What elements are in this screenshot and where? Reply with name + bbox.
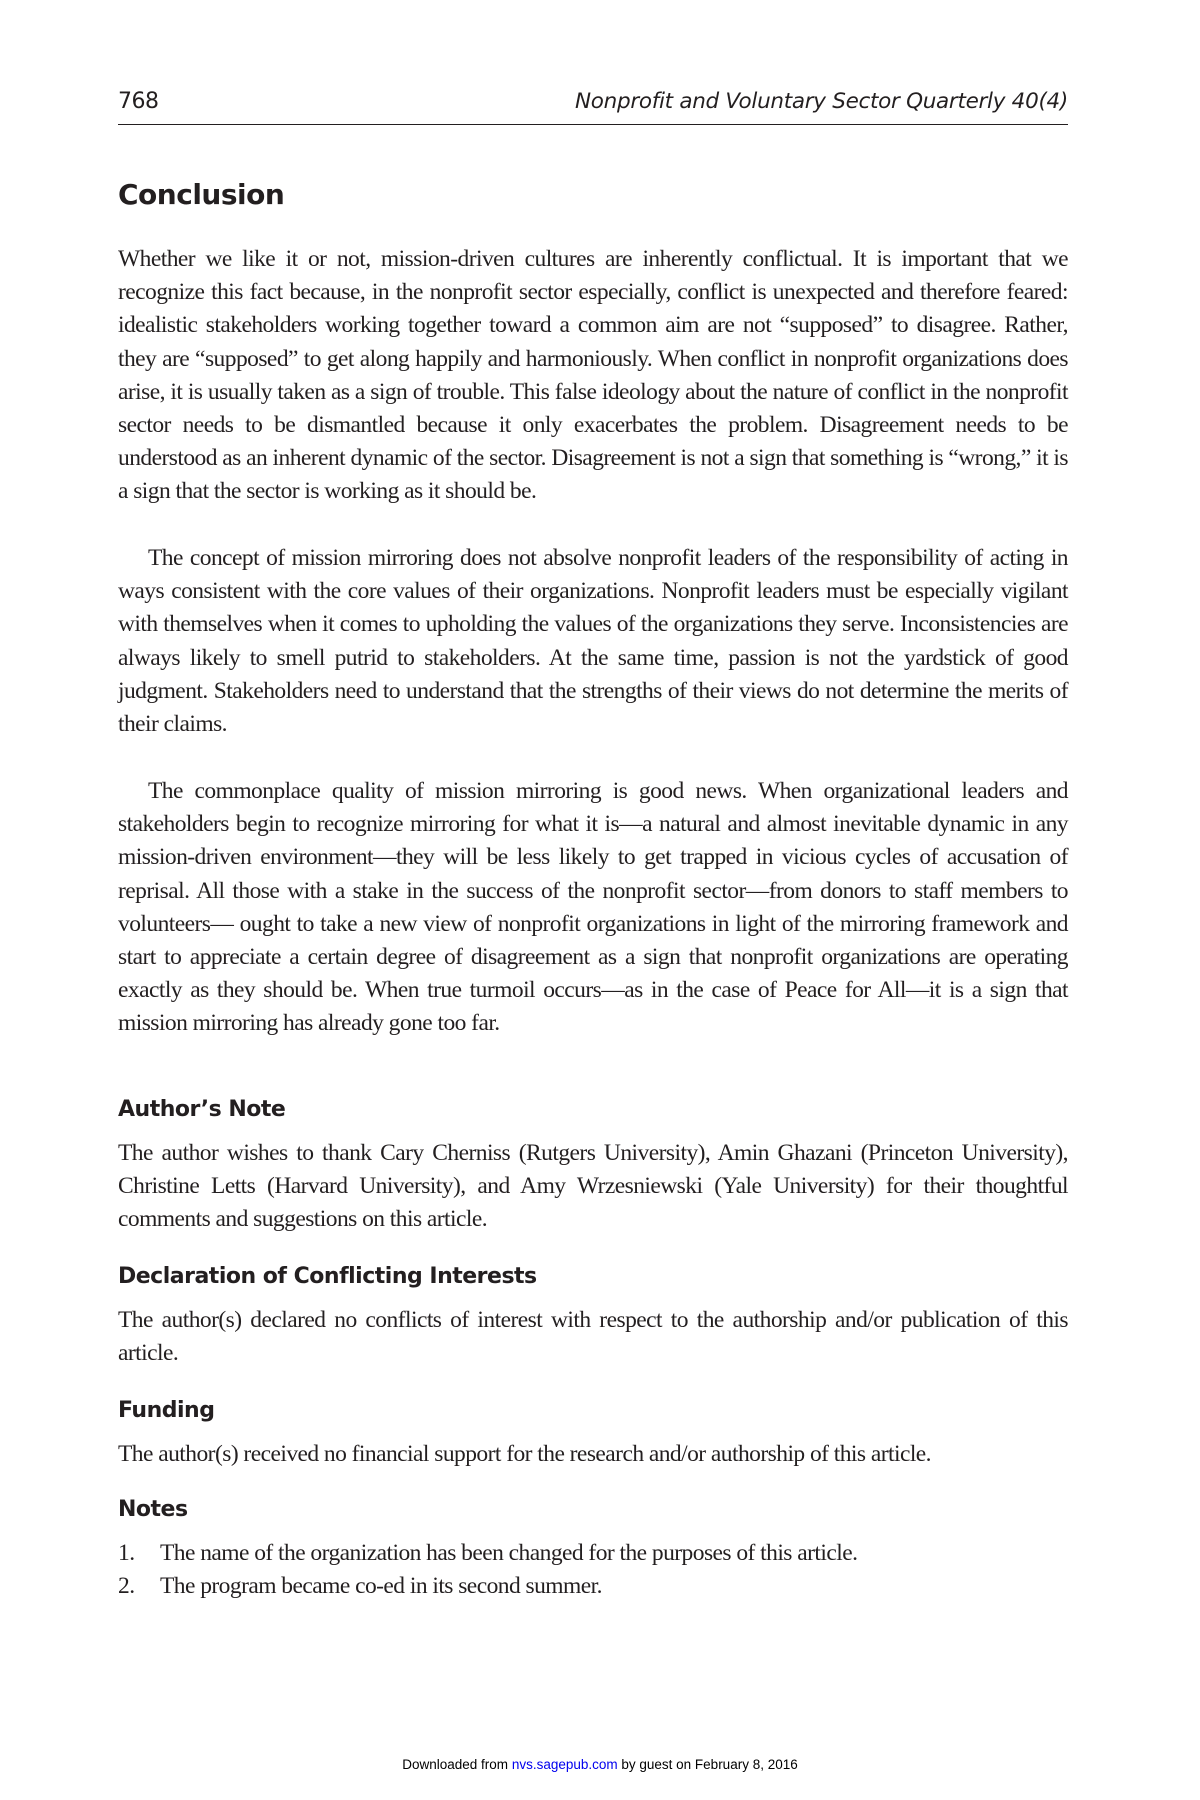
section-heading-conflicting-interests: Declaration of Conflicting Interests — [118, 1264, 537, 1289]
footer-prefix: Downloaded from — [402, 1757, 512, 1772]
section-heading-notes: Notes — [118, 1497, 188, 1522]
journal-title: Nonprofit and Voluntary Sector Quarterly 40(4) — [575, 89, 1068, 114]
authors-note-text: The author wishes to thank Cary Cherniss (Rutgers University), Amin Ghazani (Princeton University), Christine Letts (Harvard University), and Amy Wrzesniewski (Yale University) for their thoughtful comments and suggestions on this article. — [118, 1140, 1068, 1233]
section-heading-authors-note: Author’s Note — [118, 1097, 286, 1122]
note-text: The name of the organization has been changed for the purposes of this article. — [160, 1540, 858, 1566]
footer-suffix: by guest on February 8, 2016 — [617, 1757, 798, 1772]
note-number: 2. — [118, 1573, 135, 1600]
section-heading-conclusion: Conclusion — [118, 178, 285, 211]
note-item — [118, 1570, 1068, 1603]
running-header — [118, 88, 1068, 125]
funding-text: The author(s) received no financial support for the research and/or authorship of this article. — [118, 1441, 932, 1467]
page-number: 768 — [118, 89, 159, 114]
note-text: The program became co-ed in its second summer. — [160, 1573, 602, 1600]
conflicting-interests-text: The author(s) declared no conflicts of interest with respect to the authorship and/or publication of this article. — [118, 1307, 1068, 1367]
notes-list — [118, 1537, 1068, 1603]
conclusion-paragraph-3: The commonplace quality of mission mirroring is good news. When organizational leaders and stakeholders begin to recognize mirroring for what it is—a natural and almost inevitable dynamic in any mission-driven environment—they will be less likely to get trapped in vicious cycles of accusation of reprisal. All those with a stake in the success of the nonprofit sector—from donors to staff members to volunteers— ought to take a new view of nonprofit organizations in light of the mirroring framework and start to appreciate a certain degree of disagreement as a sign that nonprofit organizations are operating exactly as they should be. When true turmoil occurs—as in the case of Peace for All—it is a sign that mission mirroring has already gone too far. — [118, 778, 1068, 1037]
sagepub-link[interactable]: nvs.sagepub.com — [511, 1757, 618, 1772]
note-number: 1. — [118, 1540, 135, 1566]
conclusion-paragraph-2: The concept of mission mirroring does not absolve nonprofit leaders of the responsibility of acting in ways consistent with the core values of their organizations. Nonprofit leaders must be especially vigilant with themselves when it comes to upholding the values of the organizations they serve. Inconsistencies are always likely to smell putrid to stakeholders. At the same time, passion is not the yardstick of good judgment. Stakeholders need to understand that the strengths of their views do not determine the merits of their claims. — [118, 545, 1068, 738]
download-footer — [0, 1757, 1200, 1772]
conclusion-paragraph-1: Whether we like it or not, mission-driven cultures are inherently conflictual. It is important that we recognize this fact because, in the nonprofit sector especially, conflict is unexpected and therefore feared: idealistic stakeholders working together toward a common aim are not “supposed” to disagree. Rather, they are “supposed” to get along happily and harmoniously. When conflict in nonprofit organizations does arise, it is usually taken as a sign of trouble. This false ideology about the nature of conflict in the nonprofit sector needs to be dismantled because it only exacerbates the problem. Disagreement needs to be understood as an inherent dynamic of the sector. Disagreement is not a sign that something is “wrong,” it is a sign that the sector is working as it should be. — [118, 246, 1068, 505]
section-heading-funding: Funding — [118, 1398, 215, 1423]
note-item — [118, 1537, 1068, 1570]
